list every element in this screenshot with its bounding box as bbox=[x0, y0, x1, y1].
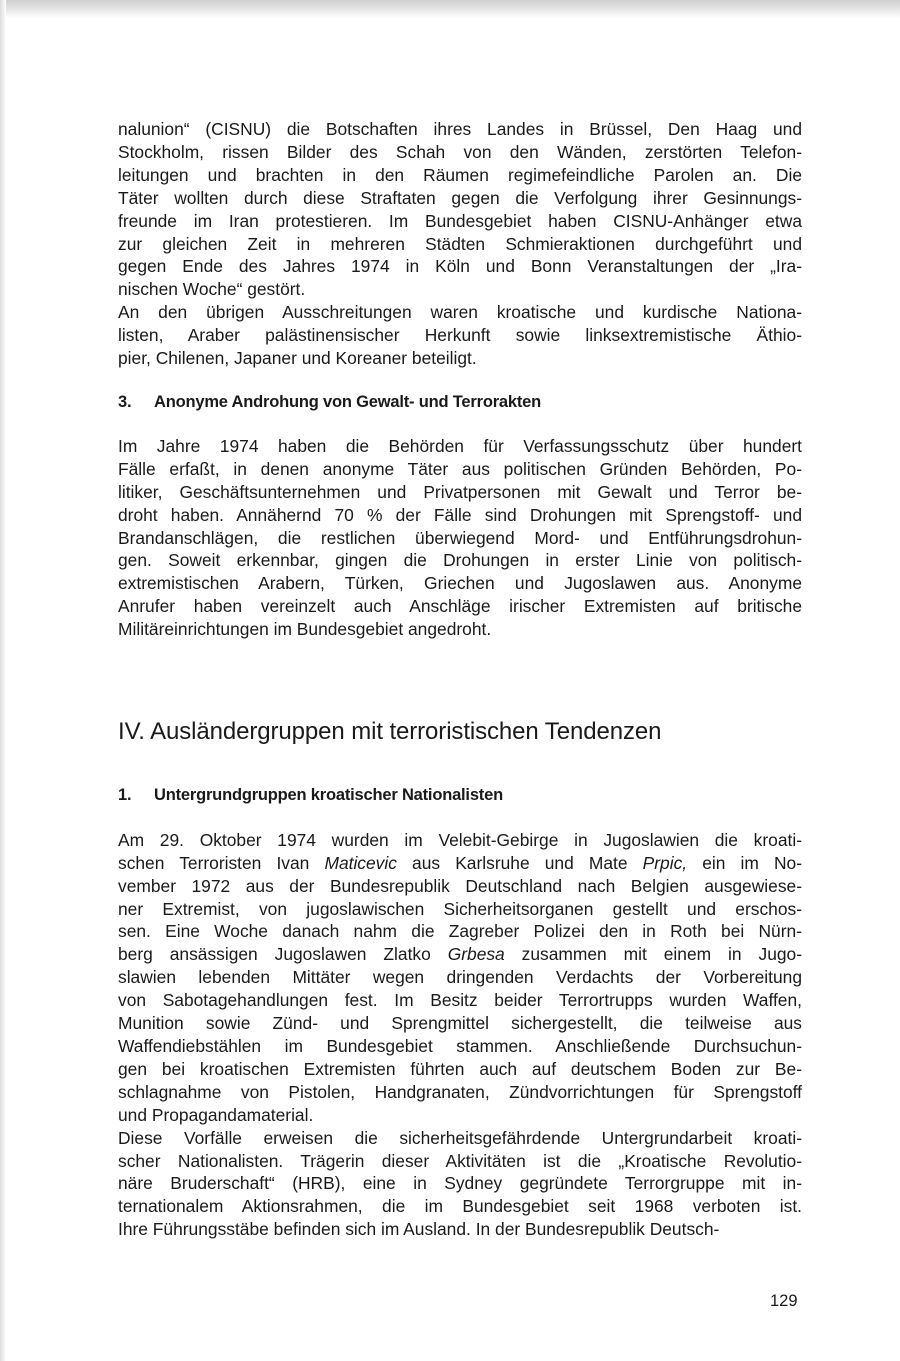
text-line: droht haben. Annähernd 70 % der Fälle sind Drohungen mit Sprengstoff- und bbox=[118, 504, 802, 525]
text-line: nalunion“ (CISNU) die Botschaften ihres Landes in Brüssel, Den Haag und bbox=[118, 119, 802, 139]
text-run: zusammen mit einem in Jugo- bbox=[504, 944, 802, 965]
scan-edge-top bbox=[0, 0, 900, 18]
text-line: Anrufer haben vereinzelt auch Anschläge irischer Extremisten auf britische bbox=[118, 596, 802, 617]
text-line bbox=[118, 1081, 802, 1104]
text-line bbox=[118, 1012, 802, 1035]
text-line: gegen Ende des Jahres 1974 in Köln und Bonn Veranstaltungen der „Ira- bbox=[118, 256, 802, 277]
text-run: sen. Eine Woche danach nahm die Zagreber Polizei den in Roth bei Nürn- bbox=[118, 921, 802, 942]
text-line: nischen Woche“ gestört. bbox=[118, 279, 306, 300]
text-line: listen, Araber palästinensischer Herkunft sowie linksextremistische Äthio- bbox=[118, 325, 802, 346]
text-line: näre Bruderschaft“ (HRB), eine in Sydney gegründete Terrorgruppe mit in- bbox=[118, 1173, 802, 1194]
text-line bbox=[118, 875, 802, 898]
text-line: gen. Soweit erkennbar, gingen die Drohungen in erster Linie von politisch- bbox=[118, 550, 802, 571]
text-run: ein im No- bbox=[687, 852, 803, 873]
paragraph-cisnu bbox=[118, 118, 802, 301]
text-line bbox=[118, 920, 802, 943]
text-run: schen Terroristen Ivan bbox=[118, 852, 325, 873]
text-line: leitungen und brachten in den Räumen regimefeindliche Parolen an. Die bbox=[118, 164, 802, 185]
text-line: Im Jahre 1974 haben die Behörden für Verfassungsschutz über hundert bbox=[118, 435, 802, 456]
text-line: zur gleichen Zeit in mehreren Städten Schmieraktionen durchgeführt und bbox=[118, 233, 802, 254]
text-line bbox=[118, 829, 802, 852]
text-run: berg ansässigen Jugoslawen Zlatko bbox=[118, 944, 448, 965]
text-line bbox=[118, 852, 802, 875]
text-line: extremistischen Arabern, Türken, Griechen und Jugoslawen aus. Anonyme bbox=[118, 573, 802, 594]
text-line: Militäreinrichtungen im Bundesgebiet angedroht. bbox=[118, 619, 492, 640]
text-line: freunde im Iran protestieren. Im Bundesgebiet haben CISNU-Anhänger etwa bbox=[118, 210, 802, 231]
section-heading-1 bbox=[118, 784, 802, 807]
text-line: litiker, Geschäftsunternehmen und Privatpersonen mit Gewalt und Terror be- bbox=[118, 481, 802, 502]
section-number: 3. bbox=[118, 392, 132, 411]
text-line: An den übrigen Ausschreitungen waren kroatische und kurdische Nationa- bbox=[118, 302, 802, 323]
text-run: gen bei kroatischen Extremisten führten auch auf deutschem Boden zur Be- bbox=[118, 1058, 802, 1079]
text-line: pier, Chilenen, Japaner und Koreaner beteiligt. bbox=[118, 348, 477, 369]
text-line bbox=[118, 898, 802, 921]
italic-name: Maticevic bbox=[324, 852, 397, 873]
page-number: 129 bbox=[770, 1292, 798, 1310]
italic-name: Grbesa bbox=[447, 944, 505, 965]
section-title: Anonyme Androhung von Gewalt- und Terrorakten bbox=[154, 392, 542, 411]
paragraph-croatian-terrorists bbox=[118, 829, 802, 1127]
text-line: ternationalem Aktionsrahmen, die im Bundesgebiet seit 1968 verboten ist. bbox=[118, 1196, 802, 1217]
text-run: und Propagandamaterial. bbox=[118, 1104, 314, 1125]
text-line bbox=[118, 1058, 802, 1081]
text-run: slawien lebenden Mittäter wegen dringenden Verdachts der Vorbereitung bbox=[118, 967, 802, 988]
scan-edge-left bbox=[0, 0, 6, 1361]
text-run: ner Extremist, von jugoslawischen Sicherheitsorganen gestellt und erschos- bbox=[118, 898, 802, 919]
text-run: Waffendiebstählen im Bundesgebiet stammen. Anschließende Durchsuchun- bbox=[118, 1036, 802, 1056]
text-run: schlagnahme von Pistolen, Handgranaten, Zündvorrichtungen für Sprengstoff bbox=[118, 1081, 802, 1102]
text-line: scher Nationalisten. Trägerin dieser Aktivitäten ist die „Kroatische Revolutio- bbox=[118, 1150, 802, 1171]
text-line: Fälle erfaßt, in denen anonyme Täter aus politischen Gründen Behörden, Po- bbox=[118, 458, 802, 479]
text-run: Am 29. Oktober 1974 wurden im Velebit-Gebirge in Jugoslawien die kroati- bbox=[118, 829, 802, 850]
text-line: Stockholm, rissen Bilder des Schah von den Wänden, zerstörten Telefon- bbox=[118, 141, 802, 162]
section-heading-3 bbox=[118, 391, 802, 414]
section-number: 1. bbox=[118, 785, 132, 804]
text-line bbox=[118, 1104, 802, 1127]
text-line: Brandanschlägen, die restlichen überwiegend Mord- und Entführungsdrohun- bbox=[118, 527, 802, 548]
chapter-heading: IV. Ausländergruppen mit terroristischen Tendenzen bbox=[118, 718, 662, 746]
text-run: vember 1972 aus der Bundesrepublik Deutschland nach Belgien ausgewiese- bbox=[118, 875, 802, 896]
paragraph-anonymous-threats bbox=[118, 435, 802, 641]
text-line: Täter wollten durch diese Straftaten gegen die Verfolgung ihrer Gesinnungs- bbox=[118, 187, 802, 208]
text-line: Ihre Führungsstäbe befinden sich im Ausland. In der Bundesrepublik Deutsch- bbox=[118, 1219, 720, 1240]
text-line bbox=[118, 943, 802, 966]
text-line bbox=[118, 966, 802, 989]
text-line bbox=[118, 989, 802, 1012]
text-run: aus Karlsruhe und Mate bbox=[396, 852, 643, 873]
text-run: von Sabotagehandlungen fest. Im Besitz beider Terrortrupps wurden Waffen, bbox=[118, 990, 802, 1011]
italic-name: Prpic, bbox=[642, 852, 688, 873]
text-line bbox=[118, 1035, 802, 1058]
document-page bbox=[118, 118, 802, 1241]
section-title: Untergrundgruppen kroatischer Nationalisten bbox=[154, 785, 503, 804]
text-run: Munition sowie Zünd- und Sprengmittel sichergestellt, die teilweise aus bbox=[118, 1013, 802, 1034]
paragraph-other-riots bbox=[118, 301, 802, 370]
text-line: Diese Vorfälle erweisen die sicherheitsgefährdende Untergrundarbeit kroati- bbox=[118, 1127, 802, 1148]
paragraph-hrb bbox=[118, 1127, 802, 1242]
